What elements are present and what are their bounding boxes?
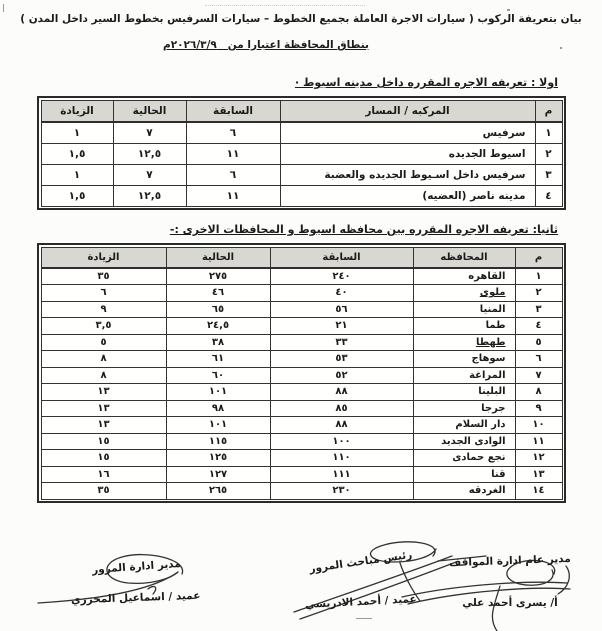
row-number-cell: ٤: [515, 318, 562, 335]
document-title: بيان بتعريفة الركوب ( سيارات الاجرة العاملة بجميع الخطوط – سيارات السرفيس بخطوط السير داخل المدن ): [20, 13, 582, 25]
row-number-cell: ٢: [535, 143, 562, 164]
table-row: [41, 268, 562, 285]
signature-left-name: عميد / اسماعيل المحرزي: [71, 589, 201, 607]
fare-value-cell: ٦: [186, 164, 280, 185]
table-row: [41, 164, 562, 185]
fare-value-cell: ١٣: [41, 417, 166, 434]
fare-value-cell: ٥٦: [270, 301, 413, 318]
table-row: [41, 185, 562, 206]
row-number-cell: ٣: [515, 301, 562, 318]
signature-right-name: أ/ يسرى أحمد علي: [462, 597, 558, 609]
governorate-fares-table: [41, 247, 563, 500]
table-body: [41, 122, 562, 206]
scan-speck: [507, 9, 510, 11]
label-cell: المنيا: [413, 301, 515, 318]
signature-block-middle: [282, 550, 440, 609]
fare-value-cell: ١٥: [41, 450, 166, 467]
fare-value-cell: ١٠١: [166, 417, 270, 434]
fare-value-cell: ٦١: [166, 351, 270, 368]
header-row: [41, 247, 562, 268]
table-row: [41, 384, 562, 401]
signature-middle-title: رئيس مباحث المرور: [308, 548, 414, 576]
section1-heading-text: اولا : تعريفه الاجره المقرره داخل مدينه اسيوط ·: [294, 76, 558, 89]
table-row: [41, 334, 562, 351]
label-cell: طما: [413, 318, 515, 335]
signature-right-title: مدير عام ادارة المواقف: [448, 552, 572, 570]
label-cell: البلينا: [413, 384, 515, 401]
signature-middle-name: عميد / أحمد الادريسي: [304, 593, 418, 611]
label-cell: سرفيس: [280, 122, 535, 143]
row-number-cell: ٦: [515, 351, 562, 368]
label-cell: سوهاج: [413, 351, 515, 368]
column-header: م: [515, 247, 562, 268]
label-cell: دار السلام: [413, 417, 515, 434]
fare-value-cell: ١٢,٥: [113, 185, 186, 206]
row-number-cell: ١٠: [515, 417, 562, 434]
label-cell: ملوى: [413, 285, 515, 302]
fare-value-cell: ٩: [41, 301, 166, 318]
fare-value-cell: ٣٨: [166, 334, 270, 351]
section1-heading: [0, 76, 558, 89]
label-cell: الوادى الجديد: [413, 433, 515, 450]
fare-value-cell: ١١: [186, 143, 280, 164]
table-row: [41, 318, 562, 335]
row-number-cell: ١٣: [515, 466, 562, 483]
table-head: [41, 247, 562, 268]
row-number-cell: ١٢: [515, 450, 562, 467]
fare-value-cell: ٨٨: [270, 384, 413, 401]
fare-value-cell: ٢٦٥: [166, 483, 270, 500]
row-number-cell: ١٤: [515, 483, 562, 500]
fare-value-cell: ٧: [113, 164, 186, 185]
fare-value-cell: ١٦: [41, 466, 166, 483]
fare-value-cell: ٥٢: [270, 367, 413, 384]
fare-value-cell: ٦: [41, 285, 166, 302]
table-row: [41, 143, 562, 164]
fare-value-cell: ١٢٧: [166, 466, 270, 483]
label-cell: مدينه ناصر (العضيه): [280, 185, 535, 206]
table-row: [41, 122, 562, 143]
fare-value-cell: ٣,٥: [41, 318, 166, 335]
document-subtitle-wrap: [0, 33, 567, 52]
fare-value-cell: ٢٧٥: [166, 268, 270, 285]
fare-value-cell: ٥٣: [270, 351, 413, 368]
fare-value-cell: ١: [41, 164, 113, 185]
fare-value-cell: ١١٥: [166, 433, 270, 450]
scan-artifact-dotted-line: [205, 5, 365, 6]
fare-value-cell: ٨: [41, 367, 166, 384]
section2-heading: [0, 223, 558, 236]
column-header: المركبه / المسار: [280, 100, 535, 122]
table-row: [41, 301, 562, 318]
row-number-cell: ١: [515, 268, 562, 285]
row-number-cell: ٢: [515, 285, 562, 302]
label-cell: طهطا: [413, 334, 515, 351]
section2-heading-text: ثانيا: تعريفه الاجره المقرره بين محافظه اسيوط و المحافظات الاخرى :-: [169, 223, 558, 236]
fare-value-cell: ٦٥: [166, 301, 270, 318]
table-row: [41, 351, 562, 368]
fare-value-cell: ١٢٥: [166, 450, 270, 467]
table-row: [41, 483, 562, 500]
fare-value-cell: ٣٣: [270, 334, 413, 351]
label-cell: المراغة: [413, 367, 515, 384]
fare-value-cell: ٢٤٠: [270, 268, 413, 285]
fare-value-cell: ٢١: [270, 318, 413, 335]
fare-value-cell: ١٠١: [166, 384, 270, 401]
row-number-cell: ٩: [515, 400, 562, 417]
fare-value-cell: ٨٨: [270, 417, 413, 434]
row-number-cell: ٣: [535, 164, 562, 185]
column-header: السابقة: [186, 100, 280, 122]
effective-date-line: بنطاق المحافظة اعتبارا من ٢٠٢٦/٣/٩م: [163, 39, 369, 51]
fare-value-cell: ٩٨: [166, 400, 270, 417]
fare-value-cell: ٧: [113, 122, 186, 143]
table-row: [41, 417, 562, 434]
governorate-fares-table-frame: [37, 243, 566, 503]
table-row: [41, 433, 562, 450]
fare-value-cell: ١,٥: [41, 143, 113, 164]
column-header: الحالية: [113, 100, 186, 122]
fare-value-cell: ١٣: [41, 400, 166, 417]
fare-value-cell: ١٥: [41, 433, 166, 450]
label-cell: القاهره: [413, 268, 515, 285]
fare-value-cell: ١: [41, 122, 113, 143]
fare-value-cell: ٥: [41, 334, 166, 351]
fare-value-cell: ١١١: [270, 466, 413, 483]
fare-value-cell: ٦٠: [166, 367, 270, 384]
fare-value-cell: ٤٠: [270, 285, 413, 302]
row-number-cell: ٨: [515, 384, 562, 401]
fare-value-cell: ٢٤,٥: [166, 318, 270, 335]
city-fares-table-frame: [37, 96, 566, 210]
label-cell: سرفيس داخل اسـيوط الجديده والعضبة: [280, 164, 535, 185]
signature-block-left: [42, 555, 230, 605]
fare-value-cell: ٨٥: [270, 400, 413, 417]
label-cell: نجع حمادى: [413, 450, 515, 467]
row-number-cell: ١١: [515, 433, 562, 450]
fare-value-cell: ٤٦: [166, 285, 270, 302]
fare-value-cell: ٦: [186, 122, 280, 143]
fare-value-cell: ١٣: [41, 384, 166, 401]
row-number-cell: ٥: [515, 334, 562, 351]
table-row: [41, 400, 562, 417]
table-row: [41, 466, 562, 483]
fare-value-cell: ١١٠: [270, 450, 413, 467]
fare-value-cell: ٨: [41, 351, 166, 368]
column-header: الحالية: [166, 247, 270, 268]
table-head: [41, 100, 562, 122]
column-header: الزيادة: [41, 100, 113, 122]
table-body: [41, 268, 562, 499]
fare-value-cell: ١١: [186, 185, 280, 206]
table-row: [41, 450, 562, 467]
table-row: [41, 367, 562, 384]
row-number-cell: ٧: [515, 367, 562, 384]
scan-speck: [3, 4, 4, 12]
city-fares-table: [41, 100, 563, 207]
fare-value-cell: ٣٥: [41, 268, 166, 285]
column-header: السابقة: [270, 247, 413, 268]
fare-value-cell: ٣٥: [41, 483, 166, 500]
table-row: [41, 285, 562, 302]
fare-value-cell: ١,٥: [41, 185, 113, 206]
row-number-cell: ٤: [535, 185, 562, 206]
fare-value-cell: ٢٣٠: [270, 483, 413, 500]
column-header: م: [535, 100, 562, 122]
header-row: [41, 100, 562, 122]
fare-value-cell: ١٠٠: [270, 433, 413, 450]
label-cell: اسيوط الجديده: [280, 143, 535, 164]
row-number-cell: ١: [535, 122, 562, 143]
label-cell: جرجا: [413, 400, 515, 417]
label-cell: الغردقه: [413, 483, 515, 500]
column-header: المحافظه: [413, 247, 515, 268]
column-header: الزيادة: [41, 247, 166, 268]
scan-speck: [356, 618, 372, 619]
signature-block-right: [426, 549, 594, 610]
signature-left-title: مدير ادارة المرور: [91, 557, 181, 577]
label-cell: قنا: [413, 466, 515, 483]
fare-value-cell: ١٢,٥: [113, 143, 186, 164]
